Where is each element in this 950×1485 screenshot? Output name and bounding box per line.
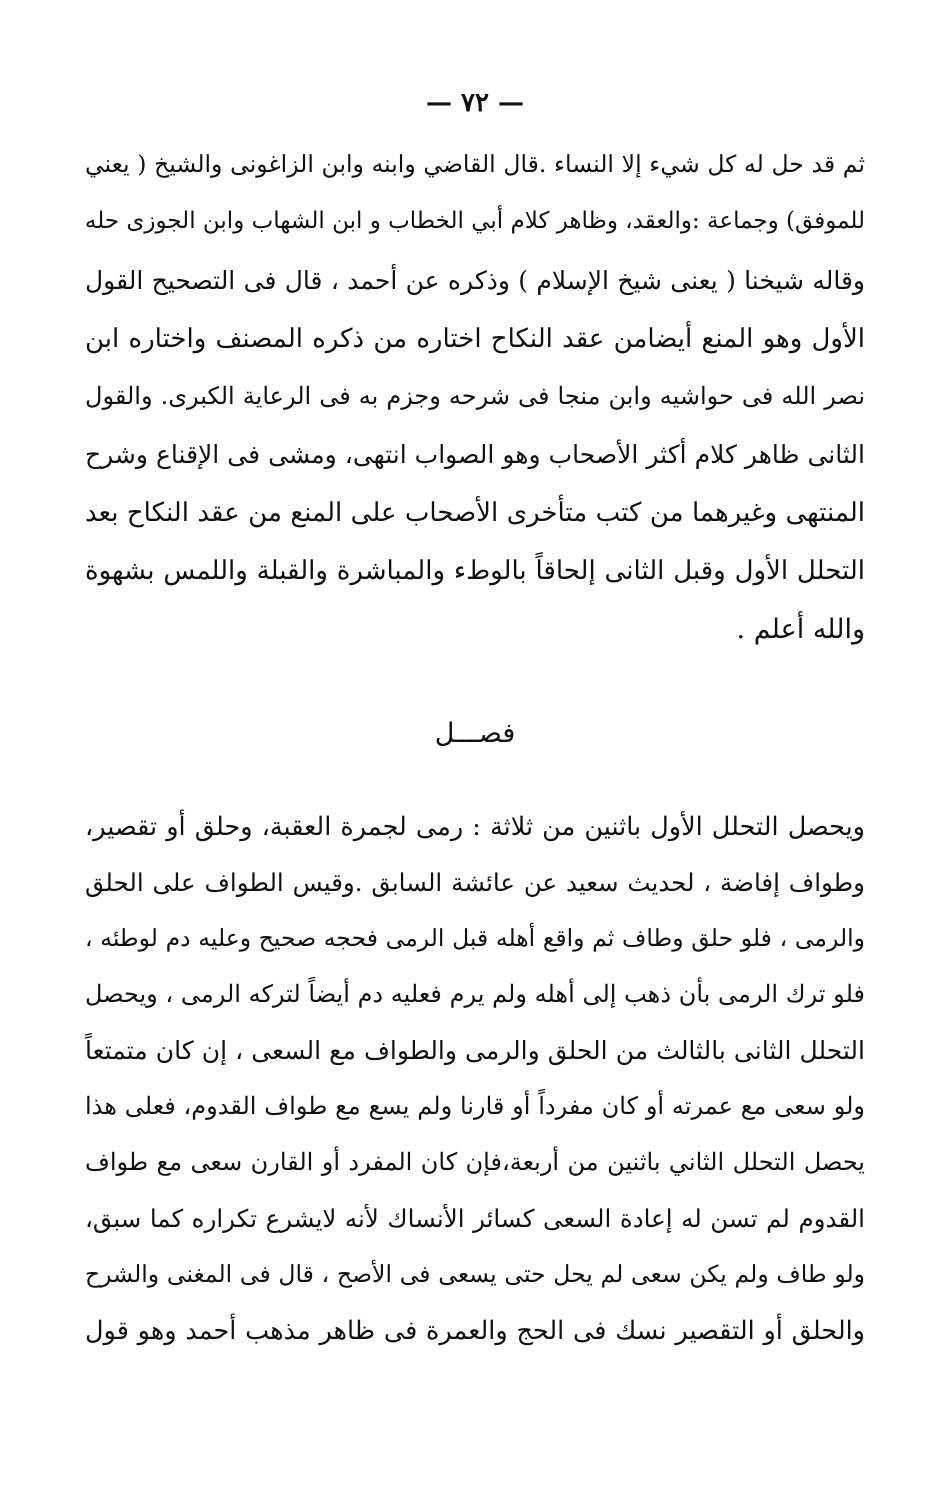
text-line: التحلل الأول وقبل الثانى إلحاقاً بالوطء والمباشرة والقبلة واللمس بشهوة: [85, 556, 865, 586]
paragraph-1: [85, 150, 865, 672]
text-line: وطواف إفاضة ، لحديث سعيد عن عائشة السابق .وقيس الطواف على الحلق: [85, 868, 865, 897]
text-line: ثم قد حل له كل شيء إلا النساء .قال القاضي وابنه وابن الزاغونى والشيخ ( يعني: [85, 150, 865, 178]
text-line: التحلل الثانى بالثالث من الحلق والرمى والطواف مع السعى ، إن كان متمتعاً: [85, 1036, 865, 1065]
text-line: القدوم لم تسن له إعادة السعى كسائر الأنساك لأنه لايشرع تكراره كما سبق،: [85, 1204, 865, 1233]
text-line: الثانى ظاهر كلام أكثر الأصحاب وهو الصواب انتهى، ومشى فى الإقناع وشرح: [85, 440, 865, 469]
paragraph-2: [85, 812, 865, 1372]
text-line: والرمى ، فلو حلق وطاف ثم واقع أهله قبل الرمى فحجه صحيح وعليه دم لوطئه ،: [85, 924, 865, 952]
text-line: والله أعلم .: [736, 614, 865, 645]
text-line: الأول وهو المنع أيضامن عقد النكاح اختاره من ذكره المصنف واختاره ابن: [85, 324, 865, 354]
text-line: والحلق أو التقصير نسك فى الحج والعمرة فى ظاهر مذهب أحمد وهو قول: [85, 1316, 865, 1346]
section-heading: فصـــل: [434, 718, 516, 749]
text-line: ولو طاف ولم يكن سعى لم يحل حتى يسعى فى الأصح ، قال فى المغنى والشرح: [85, 1260, 865, 1288]
text-line: وقاله شيخنا ( يعنى شيخ الإسلام ) وذكره عن أحمد ، قال فى التصحيح القول: [85, 266, 865, 295]
text-line: ويحصل التحلل الأول باثنين من ثلاثة : رمى لجمرة العقبة، وحلق أو تقصير،: [85, 812, 865, 842]
text-line: ولو سعى مع عمرته أو كان مفرداً أو قارنا ولم يسع مع طواف القدوم، فعلى هذا: [85, 1092, 865, 1120]
text-line: يحصل التحلل الثاني باثنين من أربعة،فإن كان المفرد أو القارن سعى مع طواف: [85, 1148, 865, 1176]
text-line: نصر الله فى حواشيه وابن منجا فى شرحه وجزم به فى الرعاية الكبرى. والقول: [85, 382, 865, 410]
text-line: المنتهى وغيرهما من كتب متأخرى الأصحاب على المنع من عقد النكاح بعد: [85, 498, 865, 528]
text-line: للموفق) وجماعة :والعقد، وظاهر كلام أبي الخطاب و ابن الشهاب وابن الجوزى حله: [84, 208, 865, 234]
text-line: فلو ترك الرمى بأن ذهب إلى أهله ولم يرم فعليه دم أيضاً لتركه الرمى ، ويحصل: [85, 980, 865, 1008]
page-number: — ٧٢ —: [425, 88, 525, 118]
